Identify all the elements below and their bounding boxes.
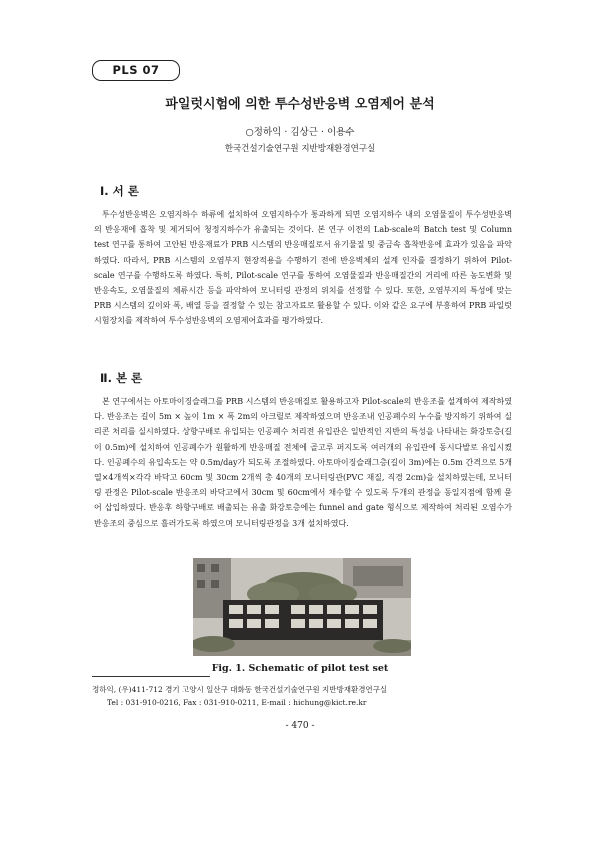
paper-title: 파일럿시험에 의한 투수성반응벽 오염제어 분석	[165, 97, 435, 112]
footnote-rule	[92, 676, 210, 677]
footnote-address: 정하익, (우)411-712 경기 고양시 일산구 대화동 한국건설기술연구원 지반방재환경연구실	[92, 685, 388, 694]
pilot-test-image	[193, 558, 411, 656]
session-code-badge: PLS 07	[92, 60, 180, 81]
pilot-test-photo	[193, 558, 411, 656]
page-number: - 470 -	[285, 721, 315, 731]
section-text-main: 본 연구에서는 아토마이징슬래그를 PRB 시스템의 반응매질로 활용하고자 Pilot-scale의 반응조를 설계하여 제작하였다. 반응조는 길이 5m × 높이 1m × 폭 2m의 아크릴로 제작하였으며 반응조내 인공폐수의 누수를 방지하기 위하여 실리콘 처리를 실시하였다. 상향구배로 유입되는 인공폐수 처리전 유입관은 일반적인 지반의 특성을 나타내는 화강토층(길이 0.5m)에 설치하여 인공폐수가 원활하게 반응매질 전체에 골고루 퍼지도록 여러개의 유입관에 동시다발로 유입시켰다. 인공폐수의 유입속도는 약 0.5m/day가 되도록 조절하였다. 아토마이징슬래그층(길이 3m)에는 0.5m 간격으로 5개열×4개씩×각각 바닥고 60cm 및 30cm 2개씩 총 40개의 모니터링관(PVC 재질, 직경 2cm)을 설치하였는데, 모니터링 관정은 Pilot-scale 반응조의 바닥고에서 30cm 및 60cm에서 채수할 수 있도록 두개의 관정을 동일지점에 함께 묻어 삽입하였다. 반응후 하향구배로 배출되는 유출 화강토층에는 funnel and gate 형식으로 제작하여 처리된 오염수가 반응조의 중심으로 흘러가도록 하였으며 모니터링관정을 3개 설치하였다.	[94, 397, 512, 528]
section-heading-main: Ⅱ. 본 론	[100, 371, 143, 385]
affiliation-line: 한국건설기술연구원 지반방재환경연구실	[224, 144, 376, 154]
authors-line: ○정하익 · 김상근 · 이용수	[245, 127, 355, 138]
section-text-introduction: 투수성반응벽은 오염지하수 하류에 설치하여 오염지하수가 통과하게 되면 오염지하수 내의 오염물질이 투수성반응벽의 반응재에 흡착 및 제거되어 청정지하수가 유출되는 것이다. 본 연구 이전의 Lab-scale의 Batch test 및 Column test 연구를 통하여 고안된 반응재료가 PRB 시스템의 반응매질로서 유기물질 및 중금속 흡착반응에 효과가 있음을 파악하였다. 따라서, PRB 시스템의 오염부지 현장적용을 수행하기 전에 반응벽체의 설계 인자를 결정하기 위하여 Pilot-scale 연구를 수행하도록 하였다. 특히, Pilot-scale 연구를 통하여 오염물질과 반응매질간의 거리에 따른 농도변화 및 반응속도, 오염물질의 체류시간 등을 파악하여 모니터링 관정의 위치를 선정할 수 있다. 또한, 오염부지의 특성에 맞는 PRB 시스템의 깊이와 폭, 배열 등을 결정할 수 있는 참고자료로 활용할 수 있다. 이와 같은 요구에 부흥하여 PRB 파일럿시험장치를 제작하여 투수성반응벽의 오염제어효과를 평가하였다.	[94, 210, 512, 326]
section-heading-introduction: Ⅰ. 서 론	[100, 184, 139, 198]
footnote-contact: Tel : 031-910-0216, Fax : 031-910-0211, E-mail : hichung@kict.re.kr	[107, 698, 367, 707]
figure-caption: Fig. 1. Schematic of pilot test set	[211, 663, 389, 674]
